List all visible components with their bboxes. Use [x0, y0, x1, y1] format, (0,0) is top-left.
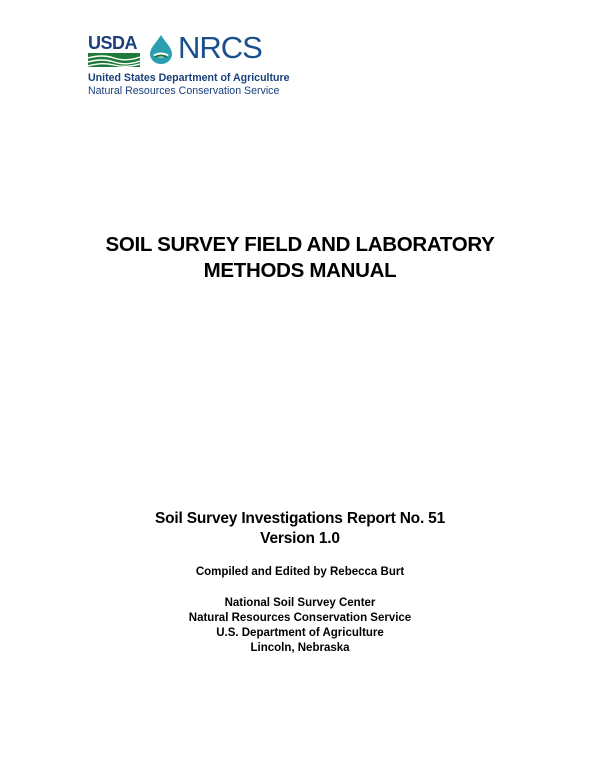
- usda-logo: [88, 34, 140, 64]
- publisher-address: [0, 596, 600, 656]
- department-name: United States Department of Agriculture: [88, 72, 290, 84]
- compiled-by: Compiled and Edited by Rebecca Burt: [195, 566, 405, 578]
- agency-logo-header: [88, 30, 308, 97]
- document-title: [0, 232, 600, 284]
- title-line-2: METHODS MANUAL: [203, 259, 397, 282]
- nrcs-logo-text: NRCS: [178, 30, 262, 65]
- address-department: U.S. Department of Agriculture: [216, 627, 384, 639]
- logo-row: [88, 30, 308, 70]
- report-info: [0, 509, 600, 549]
- title-line-1: SOIL SURVEY FIELD AND LABORATORY: [105, 233, 495, 256]
- usda-logo-text: USDA: [88, 33, 138, 53]
- usda-field-waves-icon: [88, 53, 140, 67]
- report-version: Version 1.0: [260, 530, 340, 547]
- address-center: National Soil Survey Center: [224, 597, 376, 609]
- agency-name: Natural Resources Conservation Service: [88, 85, 280, 97]
- address-location: Lincoln, Nebraska: [250, 642, 350, 654]
- address-service: Natural Resources Conservation Service: [188, 612, 412, 624]
- report-series: Soil Survey Investigations Report No. 51: [154, 510, 446, 527]
- nrcs-water-drop-icon: [146, 33, 176, 65]
